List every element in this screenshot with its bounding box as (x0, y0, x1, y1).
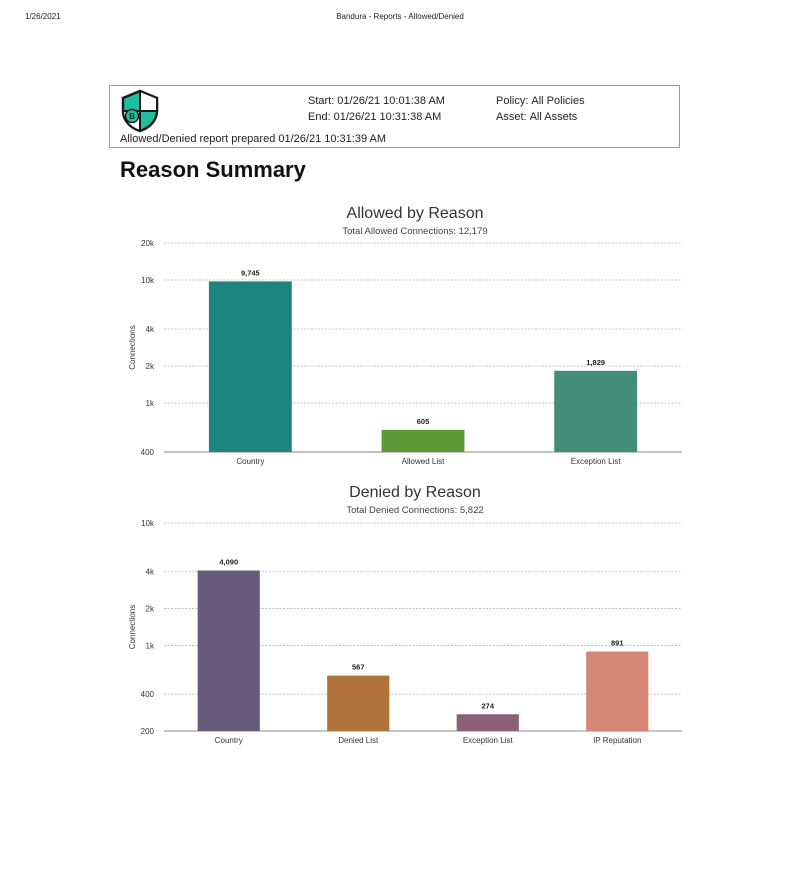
allowed-category-label: Country (236, 457, 265, 466)
end-label: End: (308, 111, 331, 123)
logo-letter: B (129, 112, 135, 121)
denied-y-tick-label: 10k (141, 519, 154, 528)
asset-label: Asset: (496, 111, 527, 123)
denied-data-label: 567 (351, 662, 365, 672)
allowed-y-tick-label: 1k (145, 399, 154, 409)
section-title: Reason Summary (120, 157, 306, 182)
report-policy (496, 93, 585, 109)
policy-label: Policy: (496, 95, 529, 107)
denied-data-label: 891 (610, 638, 624, 648)
allowed-category-label: Allowed List (401, 457, 445, 466)
allowed-category-label: Exception List (570, 457, 621, 466)
allowed-data-label: 1,829 (586, 357, 606, 367)
allowed-by-reason-chart (0, 195, 800, 475)
allowed-y-tick-label: 2k (145, 362, 154, 372)
denied-y-tick-label: 200 (140, 727, 154, 736)
report-end (308, 109, 441, 125)
denied-bar (586, 652, 648, 731)
denied-bar (327, 676, 389, 731)
asset-value: All Assets (529, 111, 578, 123)
allowed-bar (209, 281, 292, 452)
print-date: 1/26/2021 (25, 12, 61, 21)
denied-y-tick-label: 4k (145, 567, 154, 577)
print-page-title: Bandura - Reports - Allowed/Denied (336, 12, 464, 21)
start-value: 01/26/21 10:01:38 AM (337, 95, 445, 107)
denied-bar (457, 714, 519, 731)
report-start (308, 93, 445, 109)
end-value: 01/26/21 10:31:38 AM (333, 111, 442, 123)
report-asset (496, 109, 577, 125)
shield-icon (120, 89, 160, 133)
allowed-y-tick-label: 400 (140, 448, 154, 457)
denied-category-label: Country (214, 736, 243, 745)
denied-bar (198, 571, 260, 731)
allowed-y-axis-label: Connections (128, 325, 137, 370)
denied-y-tick-label: 1k (145, 641, 154, 651)
allowed-bar (382, 430, 465, 452)
denied-chart-subtitle: Total Denied Connections: 5,822 (346, 505, 484, 516)
allowed-y-tick-label: 4k (145, 324, 154, 334)
denied-data-label: 4,090 (219, 557, 239, 567)
report-info-box (109, 85, 680, 148)
allowed-data-label: 9,745 (240, 268, 260, 278)
denied-data-label: 274 (481, 701, 495, 711)
start-label: Start: (308, 95, 335, 107)
denied-y-tick-label: 2k (145, 604, 154, 614)
allowed-y-tick-label: 10k (141, 276, 154, 286)
allowed-chart-subtitle: Total Allowed Connections: 12,179 (342, 226, 488, 237)
denied-chart-title: Denied by Reason (349, 484, 481, 501)
allowed-data-label: 605 (416, 416, 430, 426)
allowed-y-tick-label: 20k (141, 239, 154, 248)
report-prepared-text: Allowed/Denied report prepared 01/26/21 10:31:39 AM (120, 133, 387, 145)
denied-category-label: IP Reputation (593, 736, 642, 745)
denied-y-axis-label: Connections (128, 604, 137, 650)
denied-by-reason-chart (0, 475, 800, 760)
policy-value: All Policies (531, 95, 585, 107)
denied-category-label: Exception List (462, 736, 513, 745)
denied-y-tick-label: 400 (140, 690, 154, 700)
allowed-chart-title: Allowed by Reason (346, 205, 484, 222)
allowed-bar (554, 371, 637, 452)
denied-category-label: Denied List (338, 736, 379, 745)
